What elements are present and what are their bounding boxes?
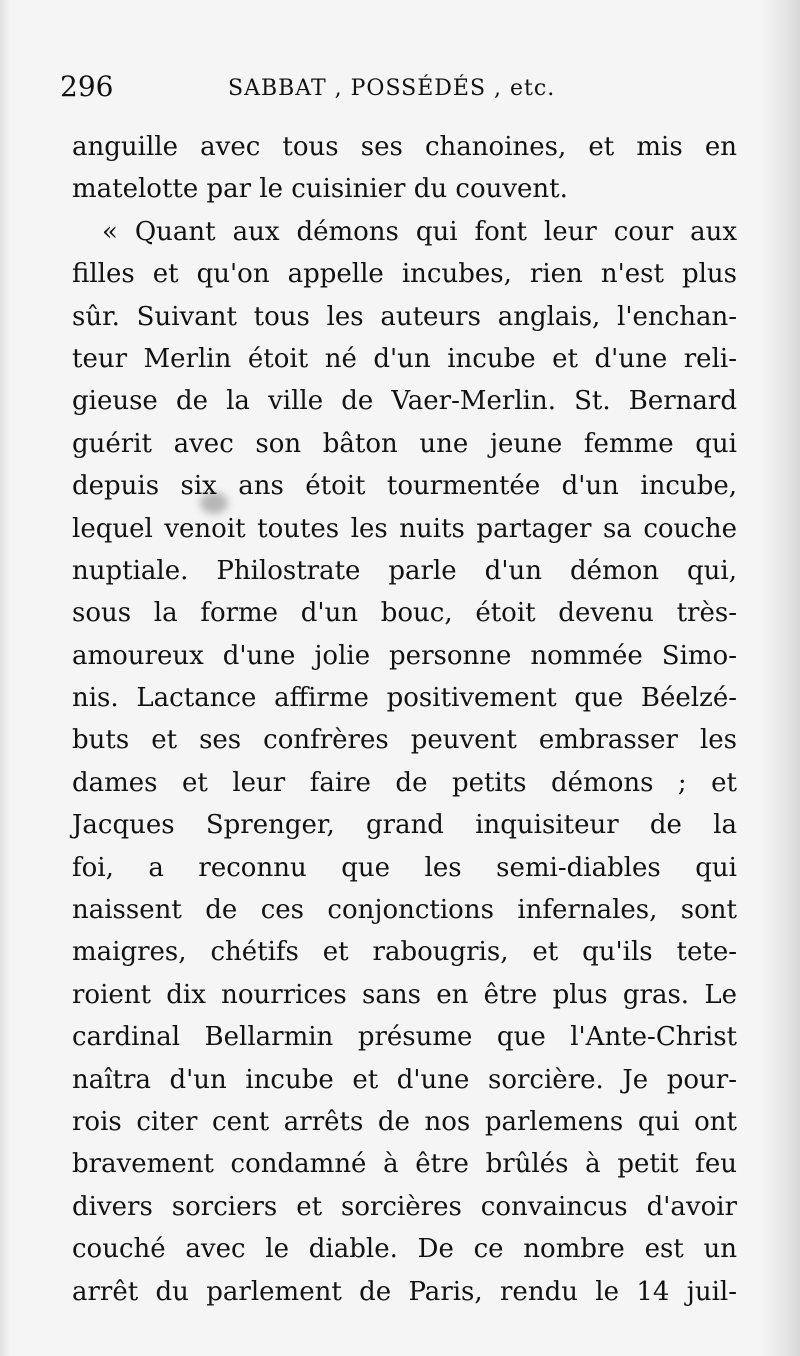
text-line: filles et qu'on appelle incubes, rien n'est plus <box>72 259 737 290</box>
text-line: sous la forme d'un bouc, étoit devenu très- <box>72 598 737 629</box>
text-line: nis. Lactance affirme positivement que Béelzé- <box>72 683 737 714</box>
page-left-edge-shadow <box>0 0 10 1356</box>
text-line: depuis six ans étoit tourmentée d'un incube, <box>72 471 737 502</box>
ink-blot <box>200 492 228 514</box>
text-line: gieuse de la ville de Vaer-Merlin. St. Bernard <box>72 386 737 417</box>
text-line: couché avec le diable. De ce nombre est un <box>72 1234 737 1265</box>
text-line: naissent de ces conjonctions infernales, sont <box>72 895 737 926</box>
text-line: cardinal Bellarmin présume que l'Ante-Christ <box>72 1022 737 1053</box>
text-line: Jacques Sprenger, grand inquisiteur de la <box>72 810 737 841</box>
text-line: « Quant aux démons qui font leur cour aux <box>102 216 737 247</box>
text-line: arrêt du parlement de Paris, rendu le 14 juil- <box>72 1276 737 1307</box>
text-line: dames et leur faire de petits démons ; et <box>72 767 737 798</box>
text-line: lequel venoit toutes les nuits partager sa couche <box>72 513 737 544</box>
text-line: amoureux d'une jolie personne nommée Simo- <box>72 640 737 671</box>
body-text <box>72 126 737 1313</box>
text-line: teur Merlin étoit né d'un incube et d'une reli- <box>72 343 737 374</box>
text-line: roient dix nourrices sans en être plus gras. Le <box>72 979 737 1010</box>
text-line: buts et ses confrères peuvent embrasser les <box>72 725 737 756</box>
running-head: SABBAT , POSSÉDÉS , etc. <box>228 76 556 101</box>
text-line: maigres, chétifs et rabougris, et qu'ils tete- <box>72 937 737 968</box>
text-line: foi, a reconnu que les semi-diables qui <box>72 852 737 883</box>
text-line: rois citer cent arrêts de nos parlemens qui ont <box>72 1106 737 1137</box>
text-line: bravement condamné à être brûlés à petit feu <box>72 1149 737 1180</box>
text-line: divers sorciers et sorcières convaincus d'avoir <box>72 1191 737 1222</box>
text-line: naîtra d'un incube et d'une sorcière. Je pour- <box>72 1064 737 1095</box>
page-number: 296 <box>60 70 114 103</box>
text-line: sûr. Suivant tous les auteurs anglais, l'enchan- <box>72 301 737 332</box>
text-line: guérit avec son bâton une jeune femme qui <box>72 428 737 459</box>
page-header <box>60 70 620 120</box>
text-line: anguille avec tous ses chanoines, et mis en <box>72 132 737 162</box>
text-line: matelotte par le cuisinier du couvent. <box>72 174 568 205</box>
text-line: nuptiale. Philostrate parle d'un démon qui, <box>72 555 737 586</box>
